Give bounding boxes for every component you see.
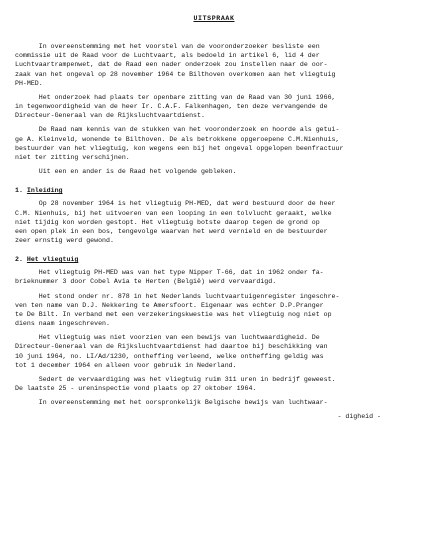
section-heading	[15, 186, 413, 195]
page-continuation: - digheid -	[337, 413, 381, 421]
text-line: niet tijdig kon worden gestopt. Het vliegtuig botste daarop tegen de grond op	[15, 218, 320, 226]
text-line: Directeur-Generaal van de Rijksluchtvaartdienst.	[15, 112, 205, 120]
section-title: Het vliegtuig	[26, 256, 79, 264]
text-line: zeer ernstig werd gewond.	[15, 236, 114, 244]
section-number: 1.	[15, 187, 23, 195]
text-line: bestuurder van het vliegtuig, kon wegens een bij het ongeval opgelopen beenfractuur	[15, 144, 344, 152]
text-line: te De Bilt. In verband met een verzekeringskwestie was het vliegtuig nog niet op	[15, 310, 332, 318]
text-line: in tegenwoordigheid van de heer Ir. C.A.F. Falkenhagen, ten deze vervangende de	[15, 103, 328, 111]
text-line: een open plek in een bos, tengevolge waarvan het werd vernield en de bestuurder	[15, 227, 328, 235]
text-line: De laatste 25 - ureninspectie vond plaats op 27 oktober 1964.	[15, 385, 257, 392]
paragraph	[15, 199, 413, 245]
text-line: Uit een en ander is de Raad het volgende gebleken.	[15, 168, 237, 176]
text-line: 10 juni 1964, no. LI/Ad/1230, ontheffing verleend, welke ontheffing geldig was	[15, 352, 324, 360]
paragraph	[15, 167, 413, 176]
text-line: Het vliegtuig was niet voorzien van een bewijs van luchtwaardigheid. De	[15, 334, 320, 342]
text-line: C.M. Nienhuis, bij het uitvoeren van een looping in een tolvlucht geraakt, welke	[15, 209, 332, 217]
paragraph	[15, 93, 413, 120]
text-line: Het vliegtuig PH-MED was van het type Nipper T-66, dat in 1962 onder fa-	[15, 269, 324, 277]
section-inleiding	[15, 186, 413, 245]
text-line: diens naam ingeschreven.	[15, 320, 110, 328]
paragraph	[15, 398, 413, 407]
paragraph	[15, 375, 413, 393]
text-line: Sedert de vervaardiging was het vliegtuig ruim 311 uren in bedrijf geweest.	[15, 375, 336, 383]
text-line: Het stond onder nr. 878 in het Nederlands luchtvaartuigenregister ingeschre-	[15, 292, 340, 300]
text-line: Directeur-Generaal van de Rijksluchtvaartdienst had daartoe bij beschikking van	[15, 343, 328, 351]
text-line: PH-MED.	[15, 79, 43, 87]
text-line: ge A. Kleinveld, wonende te Bilthoven. De als betrokkene opgeroepene C.M.Nienhuis,	[15, 135, 340, 143]
text-line: zaak van het ongeval op 28 november 1964 te Bilthoven overkomen aan het vliegtuig	[15, 70, 336, 78]
section-heading	[15, 255, 413, 264]
text-line: niet ter zitting verschijnen.	[15, 153, 130, 161]
section-vliegtuig	[15, 255, 413, 407]
paragraph	[15, 42, 413, 88]
paragraph	[15, 333, 413, 370]
text-line: commissie uit de Raad voor de Luchtvaart, als bedoeld in artikel 6, lid 4 der	[15, 52, 320, 60]
paragraph	[15, 292, 413, 329]
text-line: Het onderzoek had plaats ter openbare zitting van de Raad van 30 juni 1966,	[15, 93, 336, 101]
text-line: Luchtvaartrampenwet, dat de Raad een nader onderzoek zou instellen naar de oor-	[15, 61, 328, 69]
section-body	[15, 199, 413, 245]
text-line: ven ten name van D.J. Nekkering te Amersfoort. Eigenaar was echter D.P.Pranger	[15, 301, 324, 309]
text-line: In overeenstemming met het voorstel van de vooronderzoeker besliste een	[15, 43, 320, 51]
text-line: tot 1 december 1964 en alleen voor gebruik in Nederland.	[15, 361, 237, 369]
section-number: 2.	[15, 256, 23, 264]
document-title: UITSPRAAK	[193, 15, 235, 22]
text-line: brieknummer 3 door Cobel Avia te Herten (België) werd vervaardigd.	[15, 278, 277, 286]
text-line: De Raad nam kennis van de stukken van het vooronderzoek en hoorde als getui-	[15, 126, 340, 134]
text-line: In overeenstemming met het oorspronkelijk Belgische bewijs van luchtwaar-	[15, 399, 328, 407]
text-line: Op 28 november 1964 is het vliegtuig PH-MED, dat werd bestuurd door de heer	[15, 200, 336, 208]
paragraph	[15, 268, 413, 286]
section-title: Inleiding	[26, 187, 63, 195]
paragraph	[15, 125, 413, 162]
intro-paragraphs	[15, 42, 413, 176]
section-body	[15, 268, 413, 407]
